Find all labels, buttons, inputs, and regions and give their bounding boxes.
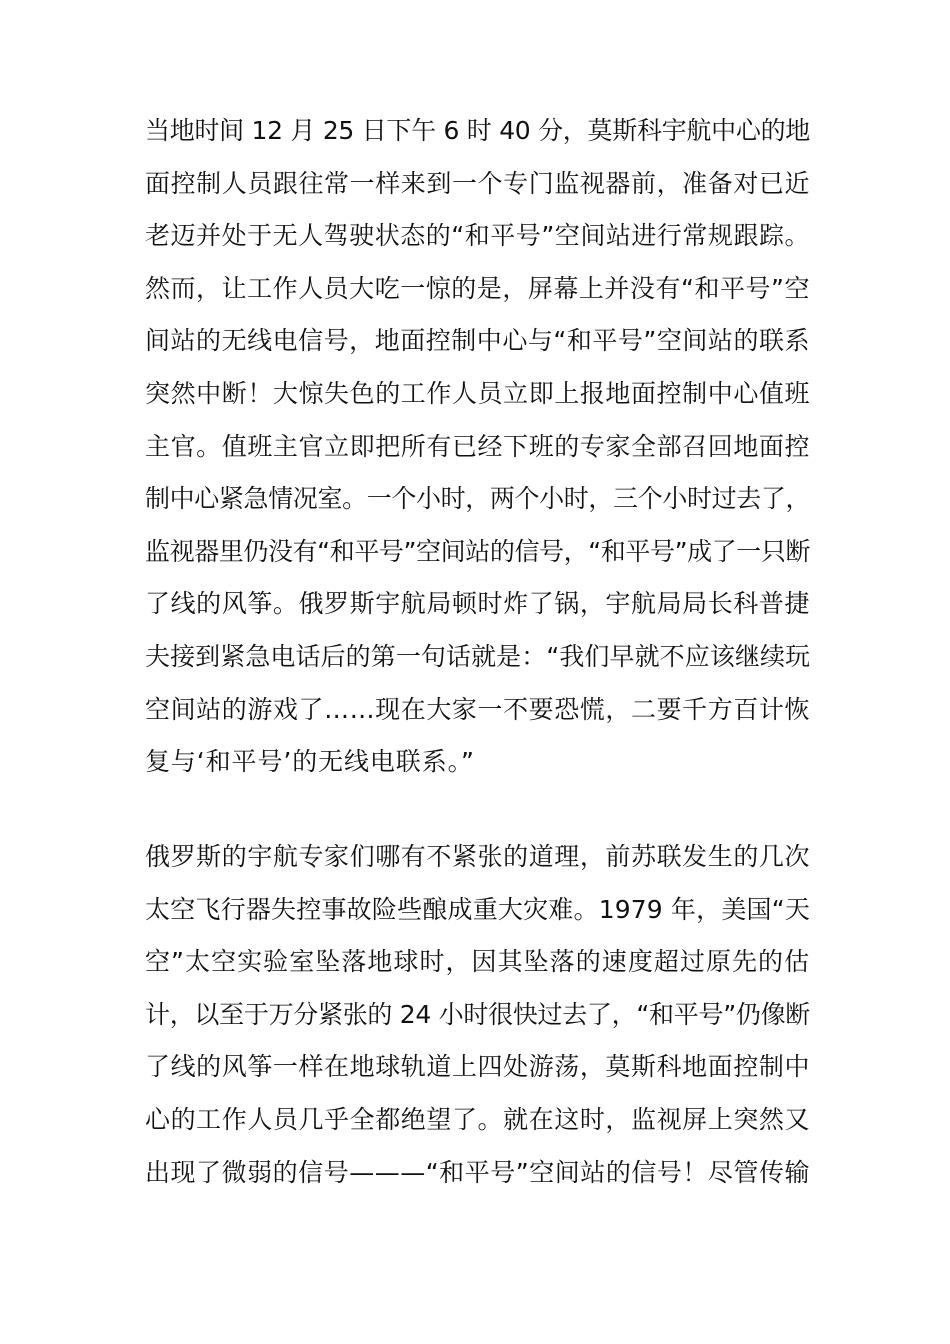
text-line: 间站的无线电信号，地面控制中心与“和平号”空间站的联系 <box>145 326 810 356</box>
text-line: 复与‘和平号’的无线电联系。” <box>145 747 475 777</box>
text-line: 俄罗斯的宇航专家们哪有不紧张的道理，前苏联发生的几次 <box>145 842 810 871</box>
text-line: 了线的风筝一样在地球轨道上四处游荡，莫斯科地面控制中 <box>145 1052 810 1082</box>
text-line: 出现了微弱的信号———“和平号”空间站的信号！尽管传输 <box>145 1157 810 1187</box>
paragraph-mir-signal-lost <box>145 105 810 789</box>
paragraph-space-incidents <box>145 831 810 1199</box>
text-line: 了线的风筝。俄罗斯宇航局顿时炸了锅，宇航局局长科普捷 <box>145 589 810 619</box>
text-line: 突然中断！大惊失色的工作人员立即上报地面控制中心值班 <box>145 378 810 408</box>
text-line: 心的工作人员几乎全都绝望了。就在这时，监视屏上突然又 <box>145 1104 810 1134</box>
text-line: 制中心紧急情况室。一个小时，两个小时，三个小时过去了， <box>145 484 810 514</box>
text-line: 主官。值班主官立即把所有已经下班的专家全部召回地面控 <box>145 431 810 461</box>
text-line: 空间站的游戏了……现在大家一不要恐慌，二要千方百计恢 <box>145 694 810 724</box>
text-line: 当地时间 12 月 25 日下午 6 时 40 分，莫斯科宇航中心的地 <box>145 116 810 145</box>
text-line: 夫接到紧急电话后的第一句话就是：“我们早就不应该继续玩 <box>145 641 810 671</box>
text-line: 空”太空实验室坠落地球时，因其坠落的速度超过原先的估 <box>145 947 810 977</box>
text-line: 老迈并处于无人驾驶状态的“和平号”空间站进行常规跟踪。 <box>145 221 810 251</box>
text-line: 监视器里仍没有“和平号”空间站的信号，“和平号”成了一只断 <box>145 536 810 566</box>
text-line: 面控制人员跟往常一样来到一个专门监视器前，准备对已近 <box>145 168 810 198</box>
text-line: 太空飞行器失控事故险些酿成重大灾难。1979 年，美国“天 <box>145 894 810 924</box>
text-line: 计，以至于万分紧张的 24 小时很快过去了，“和平号”仍像断 <box>145 999 810 1029</box>
text-line: 然而，让工作人员大吃一惊的是，屏幕上并没有“和平号”空 <box>145 273 810 303</box>
